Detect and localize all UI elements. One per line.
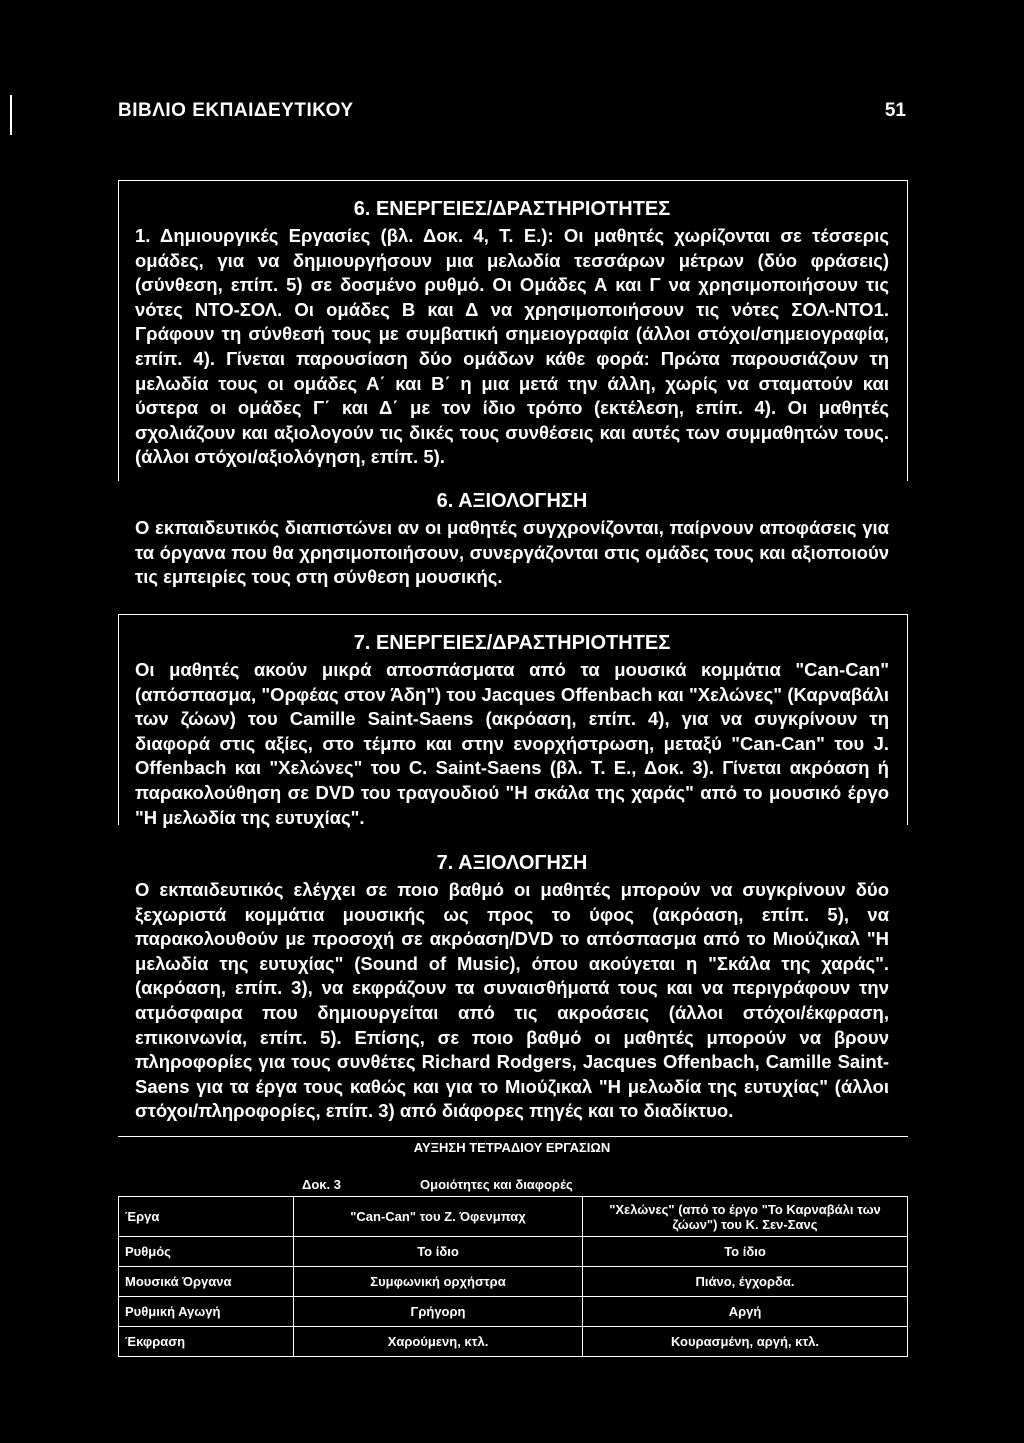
row-cell-a: Γρήγορη <box>294 1297 583 1327</box>
row-cell-b: Κουρασμένη, αργή, κτλ. <box>583 1327 908 1357</box>
row-cell-b: Αργή <box>583 1297 908 1327</box>
row-cell-b: Πιάνο, έγχορδα. <box>583 1267 908 1297</box>
row-cell-b: "Χελώνες" (από το έργο "Το Καρναβάλι των ζώων") του Κ. Σεν-Σανς <box>583 1197 908 1237</box>
assessment-heading-1: 6. ΑΞΙΟΛΟΓΗΣΗ <box>436 490 588 512</box>
row-cell-a: Συμφωνική ορχήστρα <box>294 1267 583 1297</box>
row-cell-a: Χαρούμενη, κτλ. <box>294 1327 583 1357</box>
row-label: Έκφραση <box>119 1327 294 1357</box>
row-cell-b: Το ίδιο <box>583 1237 908 1267</box>
table-row <box>119 1197 908 1237</box>
assessment-heading-2: 7. ΑΞΙΟΛΟΓΗΣΗ <box>436 852 588 874</box>
assessment-text-1: Ο εκπαιδευτικός διαπιστώνει αν οι μαθητές συγχρονίζονται, παίρνουν αποφάσεις για τα όργανα που θα χρησιμοποιήσουν, συνεργάζονται στις ομάδες τους και αξιοποιούν τις εμπειρίες τους στη σύνθεση μουσικής. <box>135 517 889 588</box>
row-label: Μουσικά Όργανα <box>119 1267 294 1297</box>
table-row <box>119 1267 908 1297</box>
table-row <box>119 1297 908 1327</box>
page-edge-mark <box>10 95 12 135</box>
row-cell-a: Το ίδιο <box>294 1237 583 1267</box>
table-top-line <box>118 1136 908 1137</box>
page-number: 51 <box>884 100 906 121</box>
assessment-text-2: Ο εκπαιδευτικός ελέγχει σε ποιο βαθμό οι μαθητές μπορούν να συγκρίνουν δύο ξεχωριστά κομμάτια μουσικής ως προς το ύφος (ακρόαση, επίπ. 5), να παρακολουθούν με προσοχή σε ακρόαση/DVD το απόσπασμα από το Μιούζικαλ "Η μελωδία της ευτυχίας" (Sound of Music), όπου ακούγεται η "Σκάλα της χαράς". (ακρόαση, επίπ. 3), να εκφράζουν τα συναισθήματά τους και να περιγράφουν την ατμόσφαιρα που δημιουργείται από τις ακροάσεις (άλλοι στόχοι/έκφραση, επικοινωνία, επίπ. 5). Επίσης, σε ποιο βαθμό οι μαθητές μπορούν να βρουν πληροφορίες για τους συνθέτες Richard Rodgers, Jacques Offenbach, Camille Saint-Saens για τα έργα τους καθώς και για το Μιούζικαλ "Η μελωδία της ευτυχίας" (άλλοι στόχοι/πληροφορίες, επίπ. 3) από διάφορες πηγές και το διαδίκτυο. <box>135 879 889 1122</box>
row-label: Ρυθμική Αγωγή <box>119 1297 294 1327</box>
table-doc-label: Δοκ. 3 <box>302 1177 341 1192</box>
activity-text-2: Οι μαθητές ακούν μικρά αποσπάσματα από τα μουσικά κομμάτια "Can-Can" (απόσπασμα, "Ορφέας στον Άδη") του Jacques Offenbach και "Χελώνες" (Καρναβάλι των ζώων) του Camille Saint-Saens (ακρόαση, επίπ. 4), για να συγκρίνουν τη διαφορά στις αξίες, στο τέμπο και στην ενορχήστρωση, μεταξύ "Can-Can" του J. Offenbach και "Χελώνες" του C. Saint-Saens (βλ. Τ. Ε., Δοκ. 3). Γίνεται ακρόαση ή παρακολούθηση σε DVD του τραγουδιού "Η σκάλα της χαράς" από το μουσικό έργο "Η μελωδία της ευτυχίας". <box>135 659 889 828</box>
table-row <box>119 1327 908 1357</box>
table-similarities-label: Ομοιότητες και διαφορές <box>420 1177 573 1192</box>
table-row <box>119 1237 908 1267</box>
row-label: Ρυθμός <box>119 1237 294 1267</box>
table-title: ΑΥΞΗΣΗ ΤΕΤΡΑΔΙΟΥ ΕΡΓΑΣΙΩΝ <box>413 1140 611 1155</box>
activity-heading-2: 7. ΕΝΕΡΓΕΙΕΣ/ΔΡΑΣΤΗΡΙΟΤΗΤΕΣ <box>353 632 671 654</box>
row-cell-a: "Can-Can" του Ζ. Όφενμπαχ <box>294 1197 583 1237</box>
activity-heading-1: 6. ΕΝΕΡΓΕΙΕΣ/ΔΡΑΣΤΗΡΙΟΤΗΤΕΣ <box>353 198 671 220</box>
comparison-table <box>118 1196 908 1357</box>
row-label: Έργα <box>119 1197 294 1237</box>
activity-text-1: 1. Δημιουργικές Εργασίες (βλ. Δοκ. 4, Τ. Ε.): Οι μαθητές χωρίζονται σε τέσσερις ομάδες, για να δημιουργήσουν μια μελωδία τεσσάρων μέτρων (δύο φράσεις) (σύνθεση, επίπ. 5) σε δοσμένο ρυθμό. Οι Ομάδες Α και Γ να χρησιμοποιήσουν τις νότες ΝΤΟ-ΣΟΛ. Οι ομάδες Β και Δ να χρησιμοποιήσουν τις νότες ΣΟΛ-ΝΤΟ1. Γράφουν τη σύνθεσή τους με συμβατική σημειογραφία (άλλοι στόχοι/σημειογραφία, επίπ. 4). Γίνεται παρουσίαση δύο ομάδων κάθε φορά: Πρώτα παρουσιάζουν τη μελωδία τους οι ομάδες Α΄ και Β΄ η μια μετά την άλλη, χωρίς να σταματούν και ύστερα οι ομάδες Γ΄ και Δ΄ με τον ίδιο τρόπο (εκτέλεση, επίπ. 4). Οι μαθητές σχολιάζουν και αξιολογούν τις δικές τους συνθέσεις και αυτές των συμμαθητών τους. (άλλοι στόχοι/αξιολόγηση, επίπ. 5). <box>135 225 889 468</box>
book-title: ΒΙΒΛΙΟ ΕΚΠΑΙΔΕΥΤΙΚΟΥ <box>118 100 354 121</box>
